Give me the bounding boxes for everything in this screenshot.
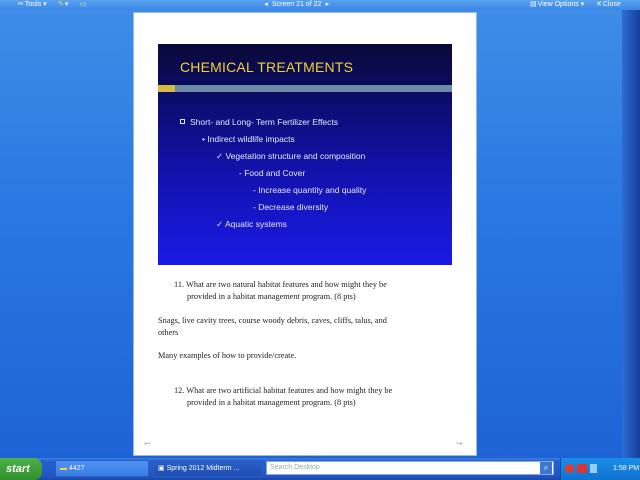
slide-bullet-2: • Indirect wildlife impacts — [202, 134, 295, 144]
answer-11-line-2: others — [158, 328, 179, 337]
screen-counter[interactable]: Screen 21 of 22 — [271, 1, 322, 8]
start-label: start — [6, 463, 30, 475]
question-12-line-1: 12. What are two artificial habitat features and how might they be — [174, 386, 393, 395]
security-alert-icon[interactable] — [577, 464, 587, 473]
next-screen-button[interactable]: ▸ — [325, 1, 330, 8]
slide-divider-bar — [158, 85, 452, 92]
question-11-line-1: 11. What are two natural habitat features and how might they be — [174, 280, 387, 289]
close-button[interactable] — [596, 0, 621, 10]
slide-bullet-7: ✓ Aquatic systems — [216, 219, 287, 229]
previous-page-arrow-icon[interactable]: ↩ — [144, 439, 151, 448]
tools-label: Tools — [24, 1, 42, 8]
question-11-line-2: provided in a habitat management program. (8 pts) — [187, 292, 356, 301]
comment-icon: ▭ — [80, 1, 87, 8]
desktop-search-input[interactable]: Search Desktop — [266, 461, 554, 475]
screen-navigation — [262, 0, 331, 10]
word-document-icon: ▣ — [158, 465, 167, 472]
previous-screen-button[interactable]: ◂ — [264, 1, 268, 8]
slide-bullet-6: - Decrease diversity — [253, 202, 329, 212]
slide-bullet-1: Short- and Long- Term Fertilizer Effects — [180, 117, 338, 127]
square-bullet-icon — [180, 119, 185, 124]
reading-toolbar — [0, 0, 640, 10]
tools-menu[interactable] — [18, 0, 47, 10]
next-page-arrow-icon[interactable]: ↪ — [456, 439, 463, 448]
view-options-menu[interactable] — [530, 0, 584, 10]
start-button[interactable] — [0, 458, 42, 480]
slide-title: CHEMICAL TREATMENTS — [180, 59, 354, 75]
search-icon[interactable]: ⌕ — [540, 462, 552, 474]
view-options-label: View Options — [537, 1, 579, 8]
chevron-down-icon: ▾ — [578, 1, 585, 8]
close-icon: ✕ — [596, 1, 602, 8]
taskbar-item-document[interactable]: ▣ Spring 2012 Midterm ... — [153, 460, 263, 477]
slide-bullet-4: - Food and Cover — [239, 168, 306, 178]
folder-icon: ▬ — [60, 465, 69, 472]
question-12-line-2: provided in a habitat management program. (8 pts) — [187, 398, 356, 407]
answer-11-line-3: Many examples of how to provide/create. — [158, 351, 297, 360]
taskbar — [0, 458, 640, 480]
tools-icon: ✂ — [18, 1, 24, 8]
document-page[interactable] — [133, 12, 477, 456]
chevron-down-icon: ▾ — [41, 1, 47, 8]
highlighter-icon: ✎ — [58, 1, 64, 8]
volume-icon[interactable] — [590, 464, 597, 473]
view-options-icon: ▤ — [530, 1, 537, 8]
answer-11-line-1: Snags, live cavity trees, course woody debris, caves, cliffs, talus, and — [158, 316, 387, 325]
system-tray — [560, 458, 640, 480]
chevron-down-icon: ▾ — [64, 1, 69, 8]
close-label: Close — [602, 1, 621, 8]
comment-button[interactable] — [80, 0, 88, 10]
slide-bullet-5: - Increase quantity and quality — [253, 185, 367, 195]
embedded-slide — [158, 44, 452, 265]
window-edge — [622, 10, 640, 458]
taskbar-item-folder[interactable]: ▬ 4427 — [55, 460, 149, 477]
clock[interactable]: 1:58 PM — [613, 465, 640, 472]
slide-bullet-3: ✓ Vegetation structure and composition — [216, 151, 366, 161]
network-icon[interactable] — [565, 464, 574, 473]
highlight-button[interactable] — [58, 0, 68, 10]
